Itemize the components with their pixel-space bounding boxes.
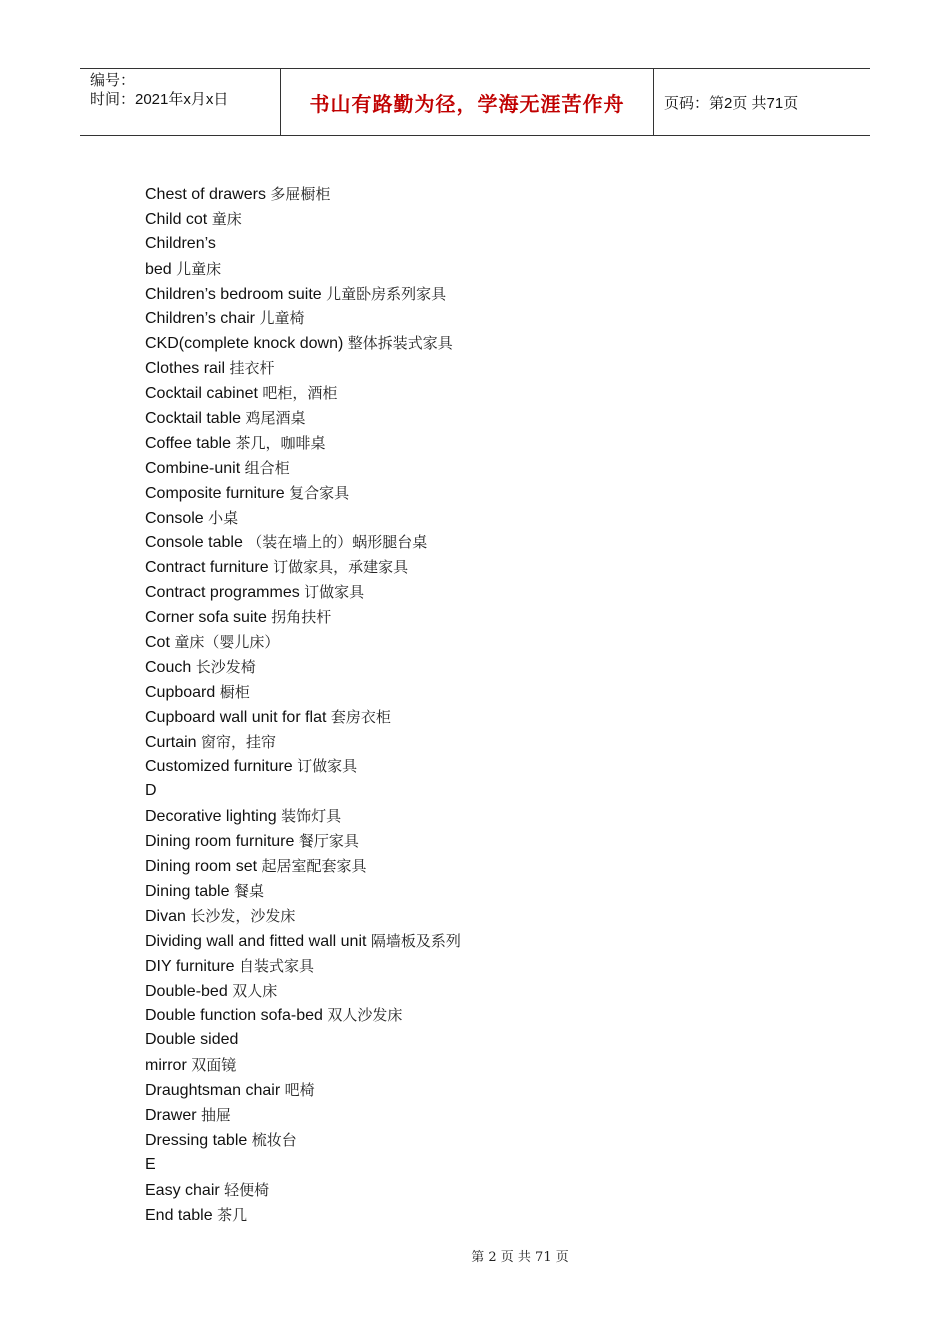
entry-translation: 小桌 (208, 508, 239, 527)
glossary-entry (145, 1153, 461, 1178)
entry-translation: 整体拆装式家具 (347, 334, 453, 353)
document-number-label: 编号： (90, 72, 136, 89)
entry-term: Clothes rail (145, 360, 226, 378)
glossary-entry (145, 730, 461, 755)
entry-translation: 装饰灯具 (281, 807, 342, 826)
entry-translation: 长沙发椅 (195, 657, 256, 676)
glossary-entry (145, 182, 461, 207)
entry-term: Children’s (145, 234, 216, 252)
entry-term: Combine-unit (145, 459, 241, 477)
glossary-entry (145, 829, 461, 854)
header-meta (80, 69, 281, 135)
glossary-entry (145, 779, 461, 804)
glossary-entry (145, 1103, 461, 1128)
entry-term: Chest of drawers (145, 186, 266, 203)
entry-translation: 自装式家具 (238, 956, 314, 975)
entry-translation: 茶几，咖啡桌 (235, 433, 326, 452)
entry-translation: 餐桌 (233, 881, 264, 900)
glossary-list (145, 182, 461, 1227)
entry-translation: 梳妆台 (251, 1130, 297, 1149)
glossary-entry (145, 1053, 461, 1078)
entry-translation: 吧柜，酒柜 (262, 384, 338, 403)
glossary-entry (145, 1128, 461, 1153)
entry-translation: 吧椅 (284, 1081, 315, 1100)
glossary-entry (145, 406, 461, 431)
entry-translation: 茶几 (217, 1205, 248, 1224)
entry-translation: 童床 (211, 209, 242, 228)
entry-term: Double-bed (145, 982, 228, 1000)
entry-translation: 抽屉 (201, 1105, 232, 1124)
entry-term: Contract furniture (145, 559, 269, 577)
entry-term: E (145, 1155, 156, 1173)
glossary-entry (145, 282, 461, 307)
glossary-entry (145, 506, 461, 531)
entry-term: Console table (145, 534, 243, 552)
glossary-entry (145, 381, 461, 406)
entry-term: Cupboard (145, 683, 216, 701)
entry-translation: 套房衣柜 (330, 707, 391, 726)
entry-translation: 组合柜 (244, 458, 290, 477)
entry-translation: 童床（婴儿床） (174, 633, 280, 652)
entry-translation: 双面镜 (191, 1056, 237, 1075)
glossary-entry (145, 257, 461, 282)
entry-term: bed (145, 260, 172, 278)
entry-translation: 隔墙板及系列 (370, 931, 461, 950)
entry-term: D (145, 782, 157, 800)
entry-term: Couch (145, 658, 192, 676)
entry-translation: 鸡尾酒桌 (245, 409, 306, 428)
entry-translation: 挂衣杆 (229, 359, 275, 378)
glossary-entry (145, 456, 461, 481)
glossary-entry (145, 630, 461, 655)
header-page-info: 页码：第2页 共71页 (664, 94, 799, 112)
entry-term: Decorative lighting (145, 808, 277, 826)
entry-translation: 窗帘，挂帘 (201, 732, 277, 751)
glossary-entry (145, 1078, 461, 1103)
entry-term: Cot (145, 634, 170, 652)
entry-translation: 复合家具 (289, 483, 350, 502)
glossary-entry (145, 1203, 461, 1228)
entry-term: Dining table (145, 882, 230, 900)
page-header (80, 68, 870, 136)
entry-term: Dividing wall and fitted wall unit (145, 932, 367, 950)
entry-term: Coffee table (145, 434, 231, 452)
glossary-entry (145, 555, 461, 580)
entry-term: Corner sofa suite (145, 609, 267, 627)
entry-translation: （装在墙上的）蜗形腿台桌 (247, 533, 428, 552)
entry-term: Composite furniture (145, 484, 285, 502)
entry-translation: 订做家具 (297, 757, 358, 776)
glossary-entry (145, 680, 461, 705)
entry-term: Dining room furniture (145, 833, 295, 851)
glossary-entry (145, 655, 461, 680)
entry-translation: 儿童椅 (259, 309, 305, 328)
entry-translation: 多屉橱柜 (270, 185, 331, 203)
header-motto: 书山有路勤为径，学海无涯苦作舟 (281, 69, 654, 135)
entry-translation: 儿童卧房系列家具 (326, 284, 447, 303)
entry-term: Drawer (145, 1106, 197, 1124)
entry-term: mirror (145, 1057, 187, 1075)
glossary-entry (145, 331, 461, 356)
glossary-entry (145, 431, 461, 456)
glossary-entry (145, 979, 461, 1004)
entry-term: Cocktail cabinet (145, 385, 258, 403)
entry-term: Draughtsman chair (145, 1082, 281, 1100)
glossary-entry (145, 207, 461, 232)
entry-term: Contract programmes (145, 584, 300, 602)
glossary-entry (145, 1003, 461, 1028)
entry-translation: 订做家具 (304, 583, 365, 602)
entry-translation: 拐角扶杆 (271, 608, 332, 627)
glossary-entry (145, 754, 461, 779)
entry-translation: 双人沙发床 (327, 1006, 403, 1025)
glossary-entry (145, 804, 461, 829)
entry-term: Children’s bedroom suite (145, 285, 322, 303)
glossary-entry (145, 1178, 461, 1203)
entry-term: Children’s chair (145, 310, 255, 328)
entry-term: End table (145, 1206, 213, 1224)
entry-translation: 餐厅家具 (298, 832, 359, 851)
entry-term: Child cot (145, 210, 208, 228)
entry-term: Divan (145, 907, 186, 925)
glossary-entry (145, 954, 461, 979)
page-footer: 第 2 页 共 71 页 (471, 1250, 569, 1265)
entry-term: CKD(complete knock down) (145, 335, 344, 353)
entry-term: Curtain (145, 733, 197, 751)
glossary-entry (145, 854, 461, 879)
entry-term: Dining room set (145, 858, 258, 876)
glossary-entry (145, 580, 461, 605)
entry-translation: 订做家具，承建家具 (273, 558, 409, 577)
entry-term: Customized furniture (145, 758, 293, 776)
entry-translation: 起居室配套家具 (261, 857, 367, 876)
glossary-entry (145, 306, 461, 331)
entry-term: Double sided (145, 1031, 239, 1049)
entry-term: Console (145, 509, 204, 527)
glossary-entry (145, 232, 461, 257)
glossary-entry (145, 530, 461, 555)
entry-translation: 双人床 (232, 981, 278, 1000)
entry-term: Cupboard wall unit for flat (145, 708, 327, 726)
entry-term: Double function sofa-bed (145, 1007, 323, 1025)
entry-translation: 轻便椅 (224, 1180, 270, 1199)
entry-term: Dressing table (145, 1131, 248, 1149)
entry-term: DIY furniture (145, 957, 235, 975)
entry-translation: 儿童床 (176, 259, 222, 278)
glossary-entry (145, 904, 461, 929)
glossary-entry (145, 605, 461, 630)
glossary-entry (145, 879, 461, 904)
glossary-entry (145, 481, 461, 506)
glossary-entry (145, 705, 461, 730)
entry-term: Easy chair (145, 1181, 220, 1199)
glossary-entry (145, 1028, 461, 1053)
entry-translation: 长沙发，沙发床 (190, 906, 296, 925)
entry-translation: 橱柜 (219, 682, 250, 701)
entry-term: Cocktail table (145, 410, 242, 428)
glossary-entry (145, 356, 461, 381)
glossary-entry (145, 929, 461, 954)
document-date: 时间：2021年x月x日 (90, 91, 229, 108)
